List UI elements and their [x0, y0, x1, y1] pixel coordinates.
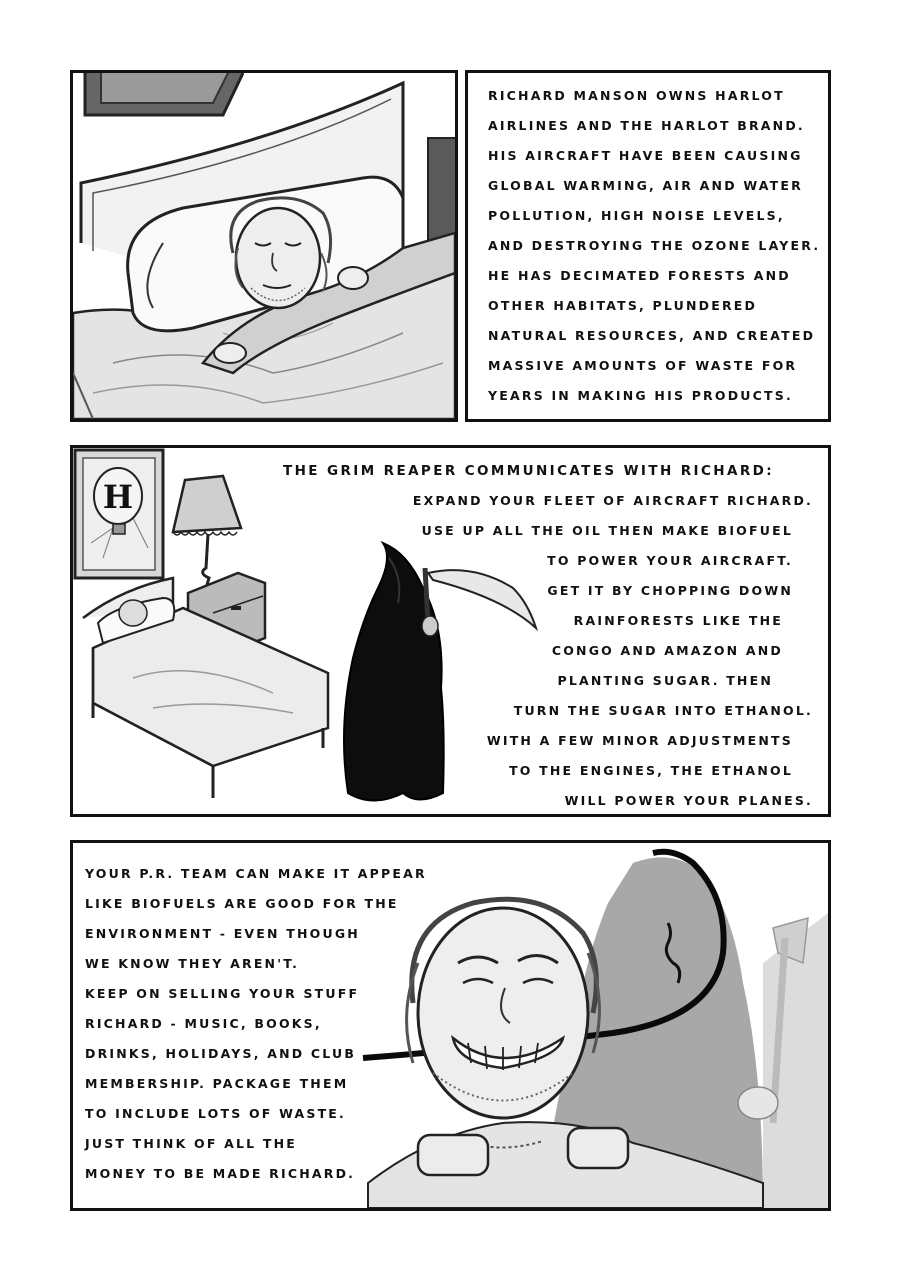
caption-line: YOUR P.R. TEAM CAN MAKE IT APPEAR [85, 866, 427, 881]
caption-line: RICHARD MANSON OWNS HARLOT [488, 88, 785, 103]
sleeping-man-illustration [73, 73, 455, 419]
caption-line: POLLUTION, HIGH NOISE LEVELS, [488, 208, 785, 223]
caption-line: MONEY TO BE MADE RICHARD. [85, 1166, 356, 1181]
caption-line: ENVIRONMENT - EVEN THOUGH [85, 926, 360, 941]
caption-line: HE HAS DECIMATED FORESTS AND [488, 268, 791, 283]
caption-line: YEARS IN MAKING HIS PRODUCTS. [488, 388, 793, 403]
caption-line: LIKE BIOFUELS ARE GOOD FOR THE [85, 896, 399, 911]
caption-line: TURN THE SUGAR INTO ETHANOL. [513, 703, 813, 718]
panel-1-caption-box [465, 70, 831, 422]
caption-line: EXPAND YOUR FLEET OF AIRCRAFT RICHARD. [412, 493, 813, 508]
caption-line: TO POWER YOUR AIRCRAFT. [547, 553, 793, 568]
panel-1-caption [488, 81, 820, 411]
caption-line: NATURAL RESOURCES, AND CREATED [488, 328, 816, 343]
caption-line: WILL POWER YOUR PLANES. [564, 793, 813, 808]
panel-3-caption [85, 859, 427, 1189]
panel-2 [70, 445, 831, 817]
caption-line: AND DESTROYING THE OZONE LAYER. [488, 238, 821, 253]
caption-line: GLOBAL WARMING, AIR AND WATER [488, 178, 803, 193]
panel-1-art [70, 70, 458, 422]
caption-line: AIRLINES AND THE HARLOT BRAND. [488, 118, 805, 133]
caption-line: WE KNOW THEY AREN'T. [85, 956, 300, 971]
caption-line: DRINKS, HOLIDAYS, AND CLUB [85, 1046, 357, 1061]
caption-line: WITH A FEW MINOR ADJUSTMENTS [486, 733, 793, 748]
caption-line: RICHARD - MUSIC, BOOKS, [85, 1016, 322, 1031]
caption-line: TO THE ENGINES, THE ETHANOL [509, 763, 793, 778]
panel-3 [70, 840, 831, 1211]
caption-line: TO INCLUDE LOTS OF WASTE. [85, 1106, 346, 1121]
caption-line: OTHER HABITATS, PLUNDERED [488, 298, 758, 313]
caption-line: KEEP ON SELLING YOUR STUFF [85, 986, 360, 1001]
caption-line: RAINFORESTS LIKE THE [573, 613, 783, 628]
poster-letter: H [102, 478, 134, 516]
caption-line: GET IT BY CHOPPING DOWN [547, 583, 793, 598]
caption-line: MASSIVE AMOUNTS OF WASTE FOR [488, 358, 798, 373]
panel-2-caption [73, 486, 813, 816]
caption-line: HIS AIRCRAFT HAVE BEEN CAUSING [488, 148, 803, 163]
caption-line: USE UP ALL THE OIL THEN MAKE BIOFUEL [421, 523, 793, 538]
caption-line: MEMBERSHIP. PACKAGE THEM [85, 1076, 349, 1091]
panel-2-heading: THE GRIM REAPER COMMUNICATES WITH RICHARD: [283, 463, 775, 479]
caption-line: CONGO AND AMAZON AND [551, 643, 783, 658]
caption-line: PLANTING SUGAR. THEN [557, 673, 773, 688]
caption-line: JUST THINK OF ALL THE [85, 1136, 298, 1151]
